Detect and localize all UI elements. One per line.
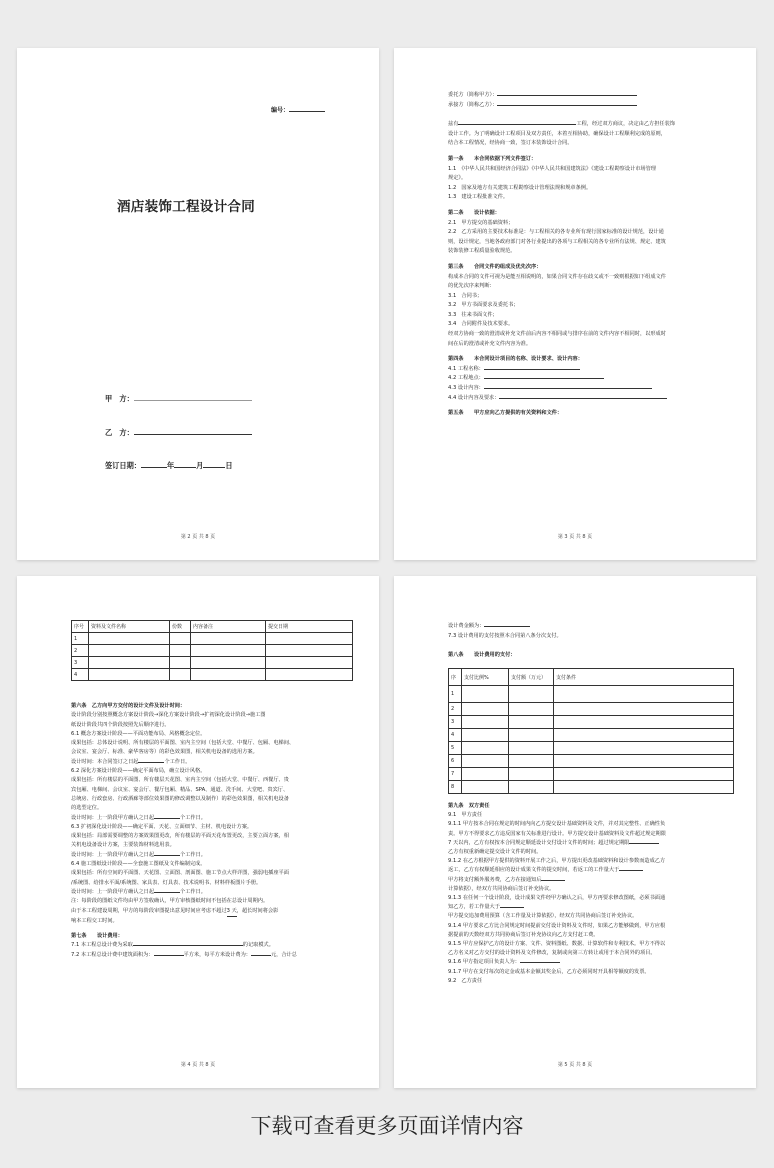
article-line: 会议室、宴会厅、标准、豪华客房等）的彩色效果图，相关机电设备的选用方案。	[71, 749, 258, 756]
article-7-title: 第七条 设计费用：	[71, 933, 123, 940]
table-header-row	[72, 621, 353, 633]
table-cell	[509, 755, 554, 768]
article-line: 甲方提交追加费用预算（含工作量及计算依据），经双方共同协商后签订补充协议。	[448, 913, 638, 920]
page-cover	[17, 48, 379, 560]
table-cell	[89, 645, 170, 657]
table-cell: 4	[449, 729, 462, 742]
article-line: 成果包括：所有楼层的平面图、所有楼层天花图、室内主空间（包括大堂、中餐厅、西餐厅、贵	[71, 777, 289, 784]
table-row	[449, 729, 734, 742]
article-line	[448, 839, 728, 848]
table-header-cell: 支付额（万元）	[509, 669, 554, 686]
article-line: 装饰装修工程质量验收规范。	[448, 248, 516, 255]
page-terms-1	[394, 48, 756, 560]
article-line: 总统房、行政套房、行政酒廊等部位效果图的修改调整以及制作）的彩色效果图，相关机电设备	[71, 795, 289, 802]
contractor-line	[448, 101, 728, 111]
article-line: 1.1 《中华人民共和国经济合同法》《中华人民共和国建筑法》《建设工程勘察设计市场管理	[448, 165, 656, 172]
table-cell	[462, 768, 509, 781]
year-label: 年	[166, 461, 175, 470]
article-line: 的选型定位。	[71, 805, 103, 812]
table-cell	[89, 657, 170, 669]
area-blank	[154, 955, 184, 956]
article-line: 设计阶段分别按照概念方案设计阶段→深化方案设计阶段→扩初深化设计阶段→施工图	[71, 712, 266, 719]
contractor-label: 承接方（简称乙方）：	[448, 101, 498, 108]
article-line	[448, 876, 728, 885]
table-cell	[170, 669, 191, 681]
article-line: 9.1.4 甲方要求乙方比合同规定时间提前交付设计资料及文件时，如果乙方能够做到，甲方应根	[448, 922, 666, 929]
table-cell: 1	[449, 686, 462, 703]
article-6-title: 第六条 乙方向甲方交付的设计文件及设计时间：	[71, 703, 186, 709]
article-line	[71, 941, 351, 950]
clause-text: 返工，乙方有权顺延相应的设计成果文件的提交时间，若返工的工作量大于	[448, 867, 620, 874]
day-label: 日	[225, 461, 233, 470]
client-blank	[497, 95, 637, 96]
table-header-cell: 支付比例%	[462, 669, 509, 686]
table-cell	[554, 742, 734, 755]
table-cell: 4	[72, 669, 89, 681]
article-line	[71, 888, 351, 897]
page4-top	[448, 622, 728, 661]
article-9-title: 第九条 双方责任	[448, 803, 490, 809]
article-line: 9.1.2 在乙方根据甲方提供的资料开展工作之后，甲方提出更改基础资料和设计参数而造成乙方	[448, 858, 666, 865]
table-cell	[554, 703, 734, 716]
table-row	[72, 669, 353, 681]
intro-line	[448, 120, 728, 130]
article-line: 纸设计阶段共四个阶段按照先后顺序进行。	[71, 721, 170, 728]
article-line: 据提前的天数经双方共同协商后签订补充协议向乙方支付赶工费。	[448, 931, 599, 938]
table-cell: 1	[72, 633, 89, 645]
article-line	[448, 374, 728, 384]
time-label: 设计时间：上一阶段甲方确认之日起	[71, 814, 155, 821]
article-line: 规定》。	[448, 175, 467, 182]
article-line: 计算依据），经双方共同协商后签订补充协议。	[448, 885, 555, 892]
page-footer: 第 5 页 共 8 页	[557, 1062, 593, 1068]
table-cell	[509, 781, 554, 794]
table-cell	[462, 703, 509, 716]
item-blank	[484, 378, 604, 379]
download-caption: 下载可查看更多页面详情内容	[250, 1114, 524, 1138]
page-footer: 第 4 页 共 8 页	[180, 1062, 216, 1068]
number-blank	[289, 111, 325, 112]
article-line: 2.1 甲方提交的基础资料；	[448, 219, 514, 226]
page3-body	[71, 702, 351, 960]
sign-date-line	[105, 461, 233, 471]
table-cell	[509, 703, 554, 716]
note-text: 由于本工程建设周期，甲方的每阶段审图提出意见时间应考虑不超过	[71, 907, 227, 914]
article-line: 1.2 国家及地方有关建筑工程勘察设计管理法规和规章条例。	[448, 184, 592, 191]
table-cell	[191, 657, 266, 669]
item-blank	[499, 398, 667, 399]
table-cell: 5	[449, 742, 462, 755]
article-line: 责。甲方不得要求乙方违反国家有关标准进行设计。甲方提交设计基础资料及文件超过规定期限	[448, 830, 666, 837]
article-line: 9.1 甲方责任	[448, 812, 483, 819]
contract-title: 酒店装饰工程设计合同	[117, 199, 255, 215]
table-cell	[89, 669, 170, 681]
table-row	[449, 755, 734, 768]
article-line: 9.1.7 甲方在支付每次的定金或基本金额其奖金后，乙方必须同时开具相等额度的发票。	[448, 968, 650, 975]
table-row	[449, 768, 734, 781]
month-label: 月	[196, 461, 204, 470]
days-value: 3 天	[227, 907, 237, 917]
article-line	[71, 907, 351, 917]
year-blank	[141, 467, 167, 468]
time-label: 设计时间：上一阶段甲方确认之日起	[71, 851, 155, 858]
table-cell	[462, 716, 509, 729]
time-label: 设计时间：上一阶段甲方确认之日起	[71, 888, 155, 895]
table-cell	[509, 729, 554, 742]
article-line: 9.2 乙方责任	[448, 977, 483, 984]
table-row	[449, 716, 734, 729]
article-line: 成果包括：总体设计说明、所有楼层的平面图、室内主空间（包括大堂、中餐厅、包厢、电梯间、	[71, 740, 295, 747]
contractor-blank	[497, 105, 637, 106]
article-line: 3.2 甲方书面要求及委托书；	[448, 302, 519, 309]
fee-blank	[133, 945, 243, 946]
table-cell: 7	[449, 768, 462, 781]
article-line	[71, 951, 351, 960]
table-row	[449, 703, 734, 716]
days-blank	[138, 762, 164, 763]
table-cell	[191, 669, 266, 681]
table-cell	[266, 645, 353, 657]
intro-text: 工程，经过双方商议，决定由乙方担任装饰	[576, 121, 675, 128]
article-2-title: 第二条 设计依据：	[448, 209, 500, 216]
table-cell	[170, 657, 191, 669]
clause-text: 甲方将支付额外服务费，乙方在接通知后	[448, 876, 542, 883]
article-line	[71, 758, 351, 767]
article-line: 9.1.3 在任何一个设计阶段，设计成果文件经甲方确认之后，甲方再要求修改图纸，必须书面通	[448, 895, 666, 902]
table-header-cell: 提交日期	[266, 621, 353, 633]
fee-label: 7.1 本工程总设计费为采取	[71, 942, 133, 949]
article-line: 9.1.1 甲方按本合同在规定的时间内向乙方提交设计基础资料及文件，并对其完整性、正确性负	[448, 821, 666, 828]
table-cell	[554, 755, 734, 768]
item-blank	[484, 388, 652, 389]
number-label: 编号：	[270, 107, 289, 114]
article-line	[71, 851, 351, 860]
article-line: 乙方名义对乙方交付的设计资料及文件修改，复制或向第三方转让或用于本合同外的项目。	[448, 950, 656, 957]
table-cell	[554, 781, 734, 794]
article-line	[448, 903, 728, 912]
days-unit: 个工作日。	[164, 758, 191, 765]
table-cell	[509, 686, 554, 703]
clause-blank	[520, 962, 560, 963]
contract-number-label	[271, 105, 325, 114]
page4-body	[448, 802, 728, 986]
clause-blank	[629, 843, 659, 844]
table-cell	[89, 633, 170, 645]
page-terms-2	[17, 576, 379, 1088]
table-cell	[462, 755, 509, 768]
article-1-title: 第一条 本合同依据下列文件签订：	[448, 155, 537, 162]
table-cell	[509, 768, 554, 781]
intro-line: 设计工作。为了明确设计工程项目及双方责任，本着互相协助，确保设计工程顺利完成的原则，	[448, 130, 666, 137]
article-5-title: 第五条 甲方应向乙方提供的有关资料和文件：	[448, 410, 563, 417]
article-line: 3.4 合同附件及技术要求。	[448, 321, 514, 328]
article-line: 经双方协商一致的澄清或补充文件前后内容不相同或与排序在前的文件内容不相同时，以形成时	[448, 331, 666, 338]
table-cell	[554, 716, 734, 729]
days-unit: 个工作日。	[180, 814, 206, 821]
article-line: 响本工程交工时间。	[71, 917, 118, 924]
table-header-cell: 份数	[170, 621, 191, 633]
fee-mode: 的记取模式。	[242, 942, 274, 949]
table-cell	[462, 781, 509, 794]
intro-line: 结合本工程情况，经协商一致，签订本装饰设计合同。	[448, 140, 573, 147]
article-8-title: 第八条 设计费用的支付：	[448, 652, 516, 659]
table-cell	[191, 645, 266, 657]
table-row	[449, 781, 734, 794]
table-header-cell: 内容备注	[191, 621, 266, 633]
days-blank	[154, 855, 180, 856]
note-text: ，超长时间将会影	[236, 907, 279, 914]
party-b-label: 乙 方：	[105, 428, 134, 437]
article-line: 6.4 施工图纸设计阶段——全套施工图纸及文件编制完成。	[71, 861, 206, 868]
clause-text: 9.1.6 甲方指定项目负责人为：	[448, 959, 520, 966]
table-cell	[554, 768, 734, 781]
table-row	[449, 686, 734, 703]
party-a-label: 甲 方：	[105, 394, 134, 403]
article-line	[448, 384, 728, 394]
article-line: 2.2 乙方采用的主要技术标准是：与工程相关的各专业所有现行国家标准的设计规范，设计通	[448, 229, 664, 236]
unit-fee-label: 平方米，每平方米设计费为：	[183, 951, 251, 958]
table-header-row	[449, 669, 734, 686]
day-blank	[203, 467, 225, 468]
clause-blank	[541, 880, 565, 881]
page-footer: 第 2 页 共 8 页	[180, 534, 216, 540]
article-line: 成果包括：局部需要调整的方案效果图更改，所有楼层的平面天花布置更改，主要立面方案，相	[71, 833, 289, 840]
party-a-blank	[134, 400, 252, 401]
article-line: 宾包厢、电梯间、会议室、宴会厅、餐厅包厢、精品、SPA、通道、洗手间、大堂吧、贵宾厅、	[71, 786, 289, 793]
page2-body	[448, 91, 728, 419]
article-line	[448, 365, 728, 375]
article-line: /系统图、给排水平面/系统图、家具表、灯具表、技术说明书、材料样板图片手册。	[71, 879, 262, 886]
time-label: 设计时间：本合同签订之日起	[71, 758, 139, 765]
table-cell	[462, 742, 509, 755]
item-label: 4.2 工程地点：	[448, 375, 484, 382]
table-cell	[266, 669, 353, 681]
table-cell	[462, 729, 509, 742]
article-line: 6.2 深化方案设计阶段——确定平面布局，确立设计风格。	[71, 768, 206, 775]
article-line	[448, 394, 728, 404]
article-line: 6.3 扩初深化设计阶段——确定平面、天花、立面细节、主材、机电设计方案。	[71, 823, 253, 830]
article-line: 3.1 合同书；	[448, 292, 483, 299]
clause-blank	[619, 870, 643, 871]
table-cell	[170, 633, 191, 645]
article-line	[448, 958, 728, 967]
article-line: 成果包括：所有空间的平面图、天花图、立面图、剖面图、施工节点大样详图，强弱电插座平面	[71, 870, 289, 877]
table-cell	[509, 742, 554, 755]
fee-amount-label: 设计费金额为：	[448, 623, 485, 629]
article-line: 构成本合同的文件可视为是能互相说明的，如果合同文件存在歧义或不一致则根据如下组成文件	[448, 273, 666, 280]
article-line	[448, 866, 728, 875]
article-line: 乙方有权重新确定提交设计文件的时间。	[448, 849, 542, 856]
article-4-title: 第四条 本合同设计项目的名称、设计要求、设计内容：	[448, 356, 583, 363]
unit-fee-blank	[251, 955, 271, 956]
article-line: 6.1 概念方案设计阶段——平面功能布局、风格概念定位。	[71, 730, 206, 737]
party-b-blank	[134, 434, 252, 435]
page-footer: 第 3 页 共 8 页	[557, 534, 593, 540]
item-blank	[484, 369, 580, 370]
days-unit: 个工作日。	[180, 851, 206, 858]
item-label: 4.1 工程名称：	[448, 365, 484, 372]
table-header-cell: 序号	[72, 621, 89, 633]
item-label: 4.4 设计内容及要求：	[448, 394, 500, 401]
page-terms-3	[394, 576, 756, 1088]
payment-table	[448, 668, 734, 794]
article-3-title: 第三条 合同文件的组成及优先次序：	[448, 263, 542, 270]
area-label: 7.2 本工程总设计费中建筑面积为：	[71, 951, 154, 958]
month-blank	[174, 467, 196, 468]
party-b-line	[105, 428, 252, 438]
table-header-cell: 资料及文件名称	[89, 621, 170, 633]
table-cell	[170, 645, 191, 657]
article-line	[448, 622, 728, 632]
party-a-line	[105, 394, 252, 404]
table-cell	[554, 686, 734, 703]
article-line: 3.3 往来书面文件；	[448, 311, 498, 318]
table-cell: 3	[449, 716, 462, 729]
article-line: 7.3 设计费用的支付按照本合同第八条分次支付。	[448, 632, 562, 639]
table-cell	[191, 633, 266, 645]
table-cell: 6	[449, 755, 462, 768]
table-cell	[462, 686, 509, 703]
item-label: 4.3 设计内容：	[448, 385, 484, 392]
table-header-cell: 序	[449, 669, 462, 686]
article-line: 9.1.5 甲方应保护乙方的设计方案、文件、资料图纸、数据、计算软件和专利技术。甲方不得以	[448, 941, 666, 948]
clause-text: 知乙方，若工作量大于	[448, 904, 500, 911]
days-blank	[154, 818, 180, 819]
table-cell	[266, 633, 353, 645]
table-cell	[266, 657, 353, 669]
client-line	[448, 91, 728, 101]
total-label: 元，合计总	[270, 951, 297, 958]
table-cell: 2	[449, 703, 462, 716]
article-line: 间在后的澄清或补充文件内容为准。	[448, 340, 532, 347]
project-blank	[458, 124, 576, 125]
table-cell: 2	[72, 645, 89, 657]
article-line: 注：每阶段的图纸文件均由甲方签收确认，甲方审核图纸时间不包括在总设计周期内。	[71, 898, 269, 905]
table-cell	[554, 729, 734, 742]
intro-text: 兹有	[448, 121, 459, 128]
table-cell	[509, 716, 554, 729]
fee-amount-blank	[484, 626, 530, 627]
article-line: 的优先次序来判断：	[448, 283, 495, 290]
table-row	[72, 645, 353, 657]
clause-blank	[500, 907, 524, 908]
table-header-cell: 支付条件	[554, 669, 734, 686]
table-row	[72, 633, 353, 645]
table-row	[449, 742, 734, 755]
table-cell: 8	[449, 781, 462, 794]
article-line: 则，设计规定，当地各政府部门对各行业提出的各项与工程相关的各专业所有法规、规定、建筑	[448, 238, 666, 245]
days-unit: 个工作日。	[180, 888, 206, 895]
days-blank	[154, 892, 180, 893]
documents-table	[71, 620, 353, 681]
article-line: 关机电设备设计方案，主要装饰材料选用表。	[71, 842, 175, 849]
article-line: 1.3 建设工程批准文件。	[448, 194, 509, 201]
article-line	[71, 814, 351, 823]
table-row	[72, 657, 353, 669]
table-cell: 3	[72, 657, 89, 669]
sign-date-label: 签订日期：	[105, 461, 141, 470]
client-label: 委托方（简称甲方）：	[448, 92, 498, 98]
clause-text: 7 天以内，乙方有权按本合同规定顺延设计交付设计文件的时间；超过规定期限	[448, 839, 630, 846]
